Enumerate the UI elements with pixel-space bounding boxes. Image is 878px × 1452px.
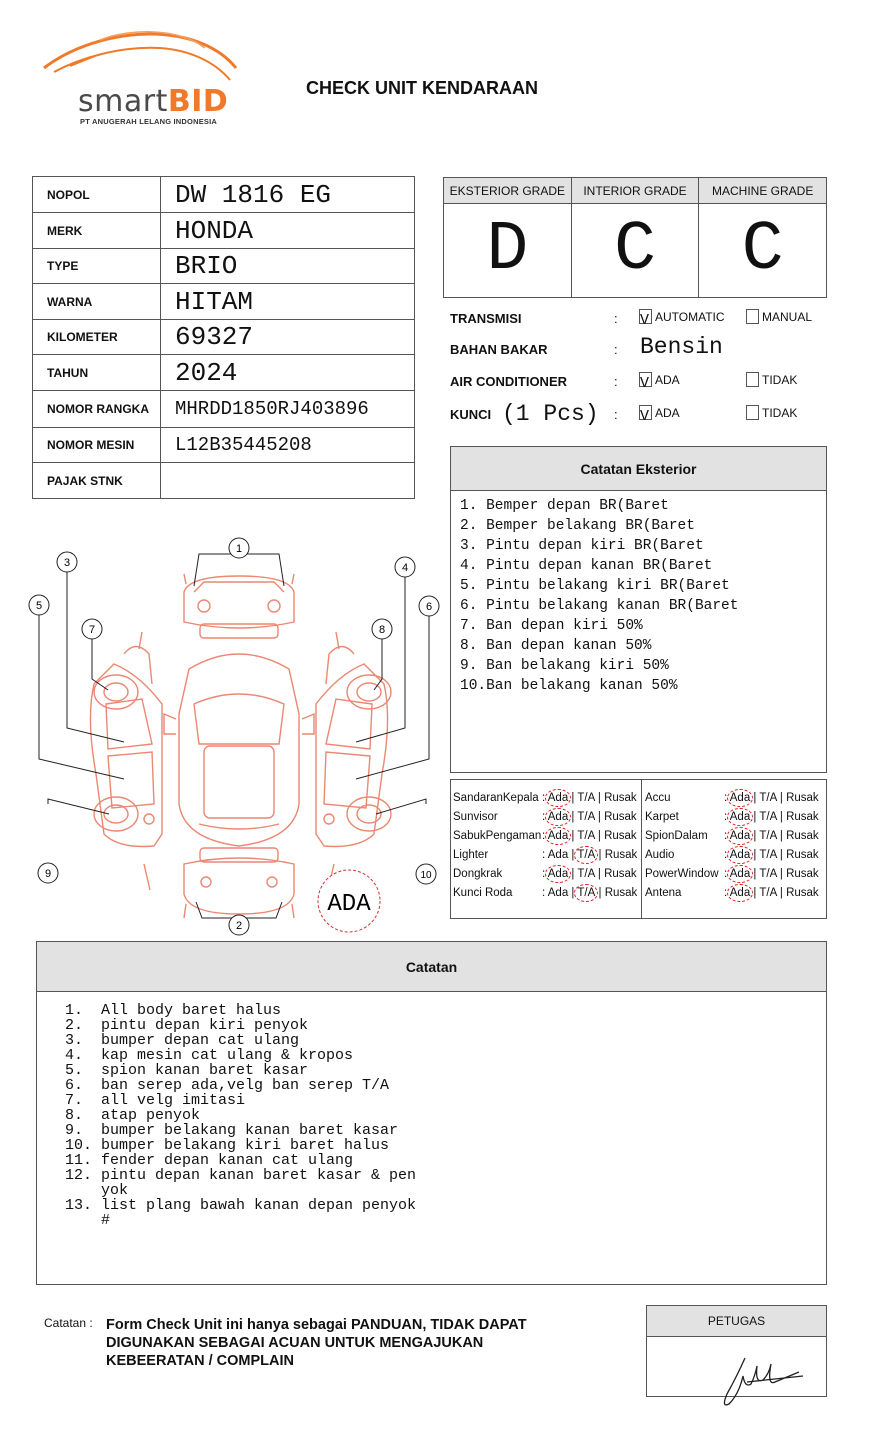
- list-item: 3. Pintu depan kiri BR(Baret: [460, 538, 704, 554]
- checklist-item-name: Accu: [645, 792, 671, 804]
- identity-value: BRIO: [161, 249, 415, 284]
- vehicle-damage-diagram: [24, 534, 444, 939]
- checklist-colon: :: [724, 830, 730, 842]
- option-ada[interactable]: [639, 405, 680, 425]
- checklist-option[interactable]: Rusak: [604, 849, 638, 861]
- list-item-text: spion kanan baret kasar: [101, 1062, 309, 1079]
- grade-value: C: [614, 211, 657, 290]
- checklist-option[interactable]: Rusak: [604, 868, 637, 880]
- checklist-separator: |: [776, 868, 787, 880]
- option-tidak[interactable]: [746, 405, 797, 420]
- list-item: [65, 1063, 431, 1078]
- identity-row-pajak-stnk: [33, 463, 415, 499]
- damage-marker: 10: [420, 870, 432, 881]
- spec-colon: :: [614, 311, 618, 326]
- checklist-option[interactable]: T/A: [577, 830, 595, 842]
- footer-label: Catatan :: [44, 1316, 93, 1330]
- identity-label: MERK: [33, 213, 161, 249]
- checkbox[interactable]: [639, 372, 652, 392]
- grade-label: EKSTERIOR GRADE: [444, 178, 571, 204]
- checklist-option[interactable]: Ada: [729, 792, 751, 804]
- spec-colon: :: [614, 342, 618, 357]
- checkbox[interactable]: [746, 372, 759, 387]
- grade-value: D: [486, 211, 529, 290]
- checklist-option[interactable]: T/A: [577, 792, 595, 804]
- identity-label: TAHUN: [33, 355, 161, 391]
- exterior-grade: [444, 178, 572, 297]
- list-item: 8. Ban depan kanan 50%: [460, 638, 652, 654]
- general-notes-list: [65, 1003, 431, 1228]
- spec-kunci: [450, 403, 830, 429]
- checklist-separator: |: [750, 868, 760, 880]
- checklist-colon: :: [724, 887, 730, 899]
- grade-panel: [443, 177, 827, 298]
- checklist-separator: |: [594, 868, 605, 880]
- list-item: 2. Bemper belakang BR(Baret: [460, 518, 695, 534]
- checklist-options: [542, 887, 637, 899]
- checklist-options: [724, 849, 819, 861]
- identity-row-merk: [33, 213, 415, 249]
- list-item-number: 8.: [65, 1107, 84, 1124]
- checklist-item-name: Audio: [645, 849, 675, 861]
- list-item-text: All body baret halus: [101, 1002, 282, 1019]
- spec-label: TRANSMISI: [450, 311, 522, 326]
- option-label: TIDAK: [762, 405, 798, 420]
- spec-colon: :: [614, 374, 618, 389]
- checklist-options: [724, 811, 819, 823]
- check-mark: V: [640, 408, 650, 425]
- list-item-number: 13.: [65, 1197, 93, 1214]
- damage-marker: 9: [44, 868, 52, 880]
- checklist-separator: |: [776, 792, 787, 804]
- list-item-number: 5.: [65, 1062, 84, 1079]
- checklist-option[interactable]: T/A: [759, 868, 777, 880]
- grade-label: INTERIOR GRADE: [572, 178, 699, 204]
- logo-wordmark: smartBID: [78, 84, 229, 119]
- list-item-text: ban serep ada,velg ban serep T/A: [101, 1077, 390, 1094]
- spec-label: KUNCI: [450, 407, 492, 422]
- checklist-separator: |: [568, 830, 578, 842]
- checklist-option[interactable]: T/A: [577, 868, 595, 880]
- identity-row-tahun: [33, 355, 415, 391]
- option-label: TIDAK: [762, 372, 798, 387]
- identity-row-nomor-mesin: [33, 428, 415, 463]
- smartbid-logo: [40, 28, 245, 133]
- damage-marker: 5: [35, 600, 43, 612]
- list-item: 7. Ban depan kiri 50%: [460, 618, 643, 634]
- checklist-colon: :: [724, 792, 730, 804]
- list-item: [65, 1093, 431, 1108]
- damage-marker: 3: [63, 557, 71, 569]
- checklist-item-name: SabukPengaman: [453, 830, 542, 842]
- checklist-item-name: SpionDalam: [645, 830, 708, 842]
- footer-disclaimer: Form Check Unit ini hanya sebagai PANDUAN, TIDAK DAPAT DIGUNAKAN SEBAGAI ACUAN UNTUK MENGAJUKAN KEBEERATAN / COMPLAIN: [106, 1317, 527, 1369]
- list-item: [65, 1048, 431, 1063]
- option-label: MANUAL: [762, 309, 813, 324]
- list-item-text: kap mesin cat ulang & kropos: [101, 1047, 354, 1064]
- checklist-option[interactable]: Ada: [547, 887, 569, 899]
- list-item: [65, 1153, 431, 1168]
- list-item-number: 1.: [65, 1002, 84, 1019]
- checkbox[interactable]: [639, 309, 652, 329]
- checklist-option[interactable]: Rusak: [604, 811, 637, 823]
- identity-label: PAJAK STNK: [33, 463, 161, 499]
- checklist-colon: :: [542, 887, 548, 899]
- spec-transmisi: [450, 307, 830, 333]
- column-divider: [641, 780, 642, 918]
- list-item-number: 3.: [65, 1032, 84, 1049]
- identity-row-nomor-rangka: [33, 391, 415, 428]
- list-item: [65, 1198, 431, 1228]
- list-item: [65, 1138, 431, 1153]
- checklist-separator: |: [568, 792, 578, 804]
- checklist-option[interactable]: Ada: [729, 811, 751, 823]
- checklist-option[interactable]: Ada: [547, 792, 569, 804]
- list-item: 1. Bemper depan BR(Baret: [460, 498, 669, 514]
- vehicle-identity-table: [32, 176, 415, 499]
- checklist-options: [724, 792, 819, 804]
- option-label: AUTOMATIC: [655, 309, 725, 324]
- check-mark: V: [640, 312, 650, 329]
- checklist-option[interactable]: T/A: [577, 849, 596, 861]
- checklist-option[interactable]: T/A: [759, 811, 777, 823]
- officer-label: PETUGAS: [647, 1306, 826, 1337]
- checklist-option[interactable]: T/A: [759, 830, 777, 842]
- identity-row-warna: [33, 284, 415, 320]
- checklist-separator: |: [568, 849, 578, 861]
- list-item: 5. Pintu belakang kiri BR(Baret: [460, 578, 730, 594]
- checklist-item-name: Dongkrak: [453, 868, 503, 880]
- exterior-notes-panel: [450, 446, 827, 773]
- list-item: 9. Ban belakang kiri 50%: [460, 658, 669, 674]
- identity-label: NOMOR RANGKA: [33, 391, 161, 428]
- identity-value: L12B35445208: [161, 428, 415, 463]
- list-item: [65, 1123, 431, 1138]
- list-item: 6. Pintu belakang kanan BR(Baret: [460, 598, 739, 614]
- checklist-options: [542, 811, 637, 823]
- list-item-number: 9.: [65, 1122, 84, 1139]
- checklist-option[interactable]: Ada: [729, 868, 751, 880]
- checklist-separator: |: [750, 792, 760, 804]
- checklist-options: [542, 792, 637, 804]
- interior-grade: [572, 178, 700, 297]
- checklist-separator: |: [750, 887, 760, 899]
- grade-value: C: [741, 211, 784, 290]
- checklist-option[interactable]: Rusak: [786, 887, 819, 899]
- list-item-text: all velg imitasi: [101, 1092, 246, 1109]
- damage-marker: 8: [378, 624, 386, 636]
- damage-marker: 4: [401, 562, 409, 574]
- damage-marker: 6: [425, 601, 433, 613]
- list-item-number: 2.: [65, 1017, 84, 1034]
- spec-air-conditioner: [450, 370, 830, 396]
- checklist-option[interactable]: Ada: [547, 849, 569, 861]
- list-item: 10.Ban belakang kanan 50%: [460, 678, 678, 694]
- identity-value: MHRDD1850RJ403896: [161, 391, 415, 428]
- officer-signature-box: [646, 1305, 827, 1397]
- list-item-number: 10.: [65, 1137, 93, 1154]
- identity-row-nopol: [33, 177, 415, 213]
- checklist-separator: |: [776, 887, 787, 899]
- option-ada[interactable]: [639, 372, 680, 392]
- checklist-option[interactable]: Ada: [547, 811, 569, 823]
- identity-label: NOPOL: [33, 177, 161, 213]
- list-item-text: fender depan kanan cat ulang: [101, 1152, 354, 1169]
- checklist-item-name: PowerWindow: [645, 868, 719, 880]
- checklist-option[interactable]: Ada: [547, 868, 569, 880]
- checklist-option[interactable]: T/A: [759, 792, 777, 804]
- check-mark: V: [640, 375, 650, 392]
- identity-value: 69327: [161, 320, 415, 355]
- checklist-option[interactable]: T/A: [577, 811, 595, 823]
- checklist-separator: |: [595, 849, 605, 861]
- list-item-text: bumper belakang kanan baret kasar: [101, 1122, 399, 1139]
- equipment-checklist: [450, 779, 827, 919]
- list-item-text: atap penyok: [101, 1107, 201, 1124]
- list-item-text: list plang bawah kanan depan penyok #: [101, 1197, 417, 1229]
- checklist-separator: |: [568, 868, 578, 880]
- checklist-option[interactable]: T/A: [759, 849, 777, 861]
- checklist-options: [724, 887, 819, 899]
- damage-marker: 7: [88, 624, 96, 636]
- checkbox[interactable]: [746, 405, 759, 420]
- identity-value: [161, 463, 415, 499]
- checkbox[interactable]: [746, 309, 759, 324]
- checklist-separator: |: [594, 830, 605, 842]
- identity-label: WARNA: [33, 284, 161, 320]
- identity-row-type: [33, 249, 415, 284]
- checklist-separator: |: [594, 811, 605, 823]
- spec-label: BAHAN BAKAR: [450, 342, 548, 357]
- list-item: [65, 1108, 431, 1123]
- checklist-colon: :: [724, 811, 730, 823]
- identity-label: KILOMETER: [33, 320, 161, 355]
- checklist-item-name: Kunci Roda: [453, 887, 513, 899]
- checklist-option[interactable]: T/A: [759, 887, 777, 899]
- option-automatic[interactable]: [639, 309, 725, 329]
- checklist-separator: |: [594, 792, 605, 804]
- checklist-separator: |: [568, 811, 578, 823]
- damage-marker: 2: [235, 920, 243, 932]
- checklist-colon: :: [724, 849, 730, 861]
- list-item: [65, 1078, 431, 1093]
- checklist-option[interactable]: Rusak: [604, 830, 637, 842]
- car-outline-icon: [90, 574, 391, 918]
- checklist-item-name: Antena: [645, 887, 682, 899]
- checklist-options: [542, 830, 637, 842]
- checklist-option[interactable]: Rusak: [786, 868, 819, 880]
- list-item-text: bumper depan cat ulang: [101, 1032, 300, 1049]
- checklist-colon: :: [542, 830, 548, 842]
- checklist-separator: |: [776, 849, 787, 861]
- spec-colon: :: [614, 407, 618, 422]
- checklist-options: [542, 868, 637, 880]
- checklist-colon: :: [542, 792, 548, 804]
- identity-value: 2024: [161, 355, 415, 391]
- list-item-number: 12.: [65, 1167, 93, 1184]
- spec-label: AIR CONDITIONER: [450, 374, 567, 389]
- checklist-item-name: Sunvisor: [453, 811, 498, 823]
- checklist-option[interactable]: T/A: [577, 887, 596, 899]
- checklist-option[interactable]: Rusak: [604, 887, 638, 899]
- checklist-separator: |: [750, 849, 760, 861]
- spec-bahan-bakar: [450, 334, 830, 364]
- checklist-option[interactable]: Ada: [547, 830, 569, 842]
- checklist-colon: :: [542, 849, 548, 861]
- option-label: ADA: [655, 405, 680, 420]
- identity-row-kilometer: [33, 320, 415, 355]
- list-item-text: bumper belakang kiri baret halus: [101, 1137, 390, 1154]
- identity-value: DW 1816 EG: [161, 177, 415, 213]
- checklist-options: [724, 830, 819, 842]
- checklist-options: [724, 868, 819, 880]
- key-count: (1 Pcs): [502, 401, 599, 427]
- checklist-option[interactable]: Ada: [729, 849, 751, 861]
- checklist-item-name: Karpet: [645, 811, 679, 823]
- option-label: ADA: [655, 372, 680, 387]
- checklist-separator: |: [776, 830, 787, 842]
- exterior-notes-list: [451, 491, 826, 696]
- damage-marker: 1: [235, 543, 243, 555]
- list-item: [65, 1168, 431, 1198]
- checklist-item-name: SandaranKepala: [453, 792, 539, 804]
- identity-label: NOMOR MESIN: [33, 428, 161, 463]
- list-item-number: 11.: [65, 1152, 93, 1169]
- list-item-number: 6.: [65, 1077, 84, 1094]
- form-title: CHECK UNIT KENDARAAN: [306, 78, 538, 98]
- checklist-separator: |: [750, 830, 760, 842]
- option-tidak[interactable]: [746, 372, 797, 387]
- machine-grade: [699, 178, 826, 297]
- logo-company-name: PT ANUGERAH LELANG INDONESIA: [80, 117, 217, 126]
- checkbox[interactable]: [639, 405, 652, 425]
- checklist-option[interactable]: Rusak: [786, 792, 819, 804]
- spare-tire-stamp: ADA: [327, 891, 371, 918]
- list-item-number: 7.: [65, 1092, 84, 1109]
- checklist-separator: |: [568, 887, 578, 899]
- list-item-text: pintu depan kiri penyok: [101, 1017, 309, 1034]
- list-item: [65, 1018, 431, 1033]
- checklist-option[interactable]: Rusak: [786, 849, 819, 861]
- general-notes-panel: [36, 941, 827, 1285]
- checklist-separator: |: [595, 887, 605, 899]
- identity-value: HITAM: [161, 284, 415, 320]
- checklist-option[interactable]: Ada: [729, 887, 751, 899]
- checklist-colon: :: [724, 868, 730, 880]
- list-item-text: pintu depan kanan baret kasar & pen yok: [101, 1167, 417, 1199]
- checklist-option[interactable]: Ada: [729, 830, 751, 842]
- signature-icon: [647, 1336, 828, 1411]
- exterior-notes-title: Catatan Eksterior: [451, 447, 826, 491]
- checklist-colon: :: [542, 868, 548, 880]
- identity-label: TYPE: [33, 249, 161, 284]
- grade-label: MACHINE GRADE: [699, 178, 826, 204]
- checklist-colon: :: [542, 811, 548, 823]
- list-item: [65, 1003, 431, 1018]
- list-item: [65, 1033, 431, 1048]
- checklist-option[interactable]: Rusak: [786, 830, 819, 842]
- list-item-number: 4.: [65, 1047, 84, 1064]
- fuel-value: Bensin: [640, 334, 723, 360]
- checklist-options: [542, 849, 637, 861]
- checklist-item-name: Lighter: [453, 849, 489, 861]
- checklist-option[interactable]: Rusak: [786, 811, 819, 823]
- option-manual[interactable]: [746, 309, 812, 324]
- checklist-option[interactable]: Rusak: [604, 792, 637, 804]
- checklist-separator: |: [776, 811, 787, 823]
- identity-value: HONDA: [161, 213, 415, 249]
- general-notes-title: Catatan: [37, 942, 826, 992]
- checklist-separator: |: [750, 811, 760, 823]
- list-item: 4. Pintu depan kanan BR(Baret: [460, 558, 713, 574]
